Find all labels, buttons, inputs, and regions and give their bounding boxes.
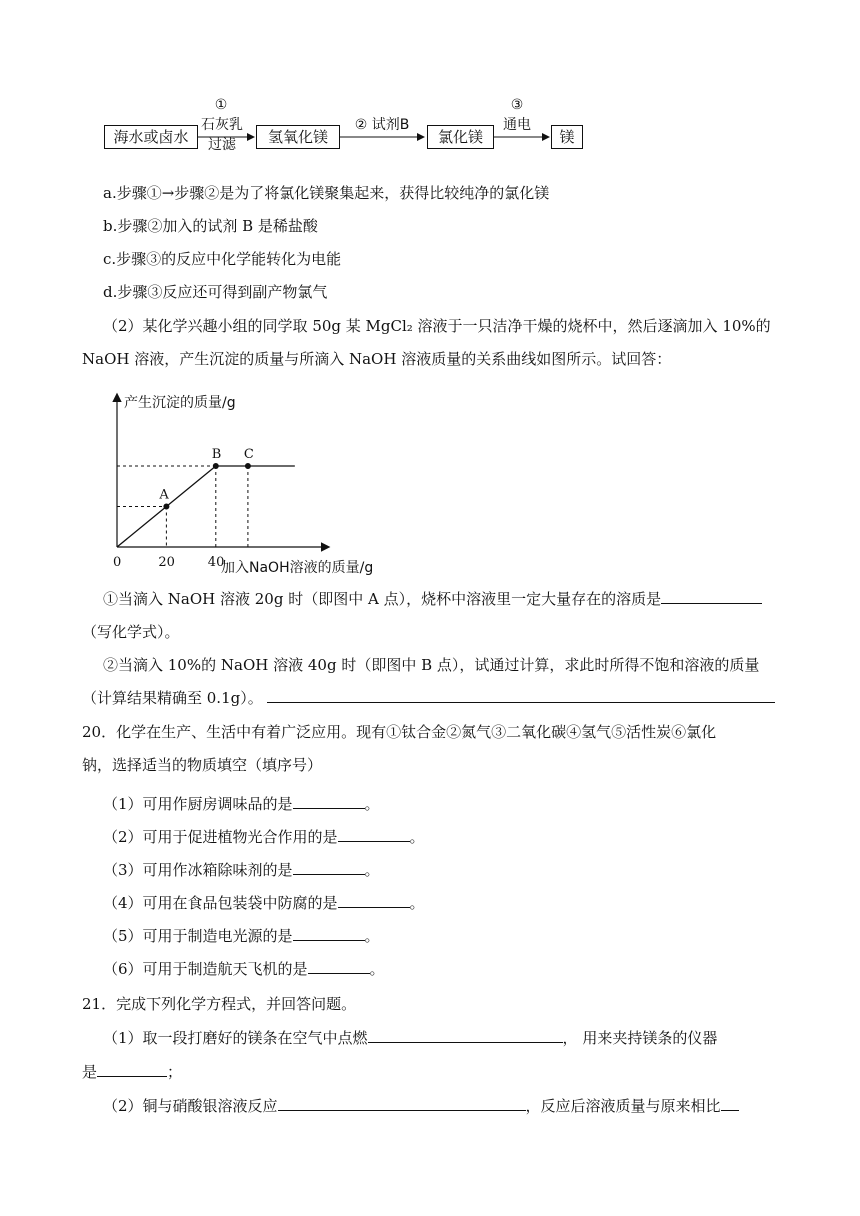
- answer-blank-q21-equation1[interactable]: [368, 1028, 563, 1043]
- q20-stem-line1: 20．化学在生产、生活中有着广泛应用。现有①钛合金②氮气③二氧化碳④氢气⑤活性炭⑥氯化: [82, 723, 717, 741]
- q21-part1-text: （1）取一段打磨好的镁条在空气中点燃: [103, 1029, 368, 1047]
- q20-item-4-end: 。: [409, 894, 425, 912]
- answer-blank-q20-3[interactable]: [293, 860, 365, 875]
- flow-box-magnesium: 镁: [551, 125, 583, 149]
- q20-item-2-end: 。: [409, 828, 425, 846]
- flow-step1-reagent: 石灰乳: [201, 117, 243, 133]
- option-b: b.步骤②加入的试剂 B 是稀盐酸: [103, 217, 318, 235]
- answer-blank-q20-1[interactable]: [293, 794, 365, 809]
- q20-item-1: [103, 794, 380, 814]
- q2-stem-line2: NaOH 溶液，产生沉淀的质量与所滴入 NaOH 溶液质量的关系曲线如图所示。试回答：: [82, 350, 672, 368]
- q2-sub2-text: （计算结果精确至 0.1g）。: [82, 689, 263, 707]
- q2-sub1-text: ①当滴入 NaOH 溶液 20g 时（即图中 A 点），烧杯中溶液里一定大量存在的溶质是: [103, 590, 662, 608]
- q20-item-6-end: 。: [369, 960, 385, 978]
- point-label-b: B: [211, 447, 222, 462]
- point-c: [245, 463, 251, 469]
- flow-box-mg-chloride: 氯化镁: [427, 125, 494, 149]
- q2-stem-line1: （2）某化学兴趣小组的同学取 50g 某 MgCl₂ 溶液于一只洁净干燥的烧杯中，然后逐滴加入 10%的: [103, 317, 771, 335]
- option-a: a.步骤①→步骤②是为了将氯化镁聚集起来，获得比较纯净的氯化镁: [103, 184, 550, 202]
- q20-item-4: [103, 893, 425, 913]
- q21-part1-line1: [103, 1028, 717, 1048]
- answer-blank-q21-equation2[interactable]: [278, 1096, 526, 1111]
- option-c: c.步骤③的反应中化学能转化为电能: [103, 250, 342, 268]
- x-axis-label: 加入NaOH溶液的质量/g: [221, 560, 374, 576]
- q2-sub2-line1: ②当滴入 10%的 NaOH 溶液 40g 时（即图中 B 点），试通过计算，求此时所得不饱和溶液的质量: [103, 656, 760, 674]
- point-label-a: A: [159, 487, 169, 503]
- q20-item-3-text: （3）可用作冰箱除味剂的是: [103, 861, 293, 879]
- precipitate-chart: [100, 385, 400, 580]
- flow-box-mg-hydroxide: 氢氧化镁: [256, 125, 340, 149]
- q20-item-5: [103, 926, 380, 946]
- answer-blank-q20-4[interactable]: [338, 893, 410, 908]
- q21-part2-text: （2）铜与硝酸银溶液反应: [103, 1097, 278, 1115]
- q21-part1-cont: 是: [82, 1063, 98, 1081]
- answer-blank-sub1[interactable]: [661, 589, 762, 604]
- q20-item-6: [103, 959, 385, 979]
- q20-item-5-end: 。: [364, 927, 380, 945]
- x-tick-label-20: 20: [158, 555, 175, 570]
- point-a: [163, 504, 169, 510]
- q20-item-5-text: （5）可用于制造电光源的是: [103, 927, 293, 945]
- y-axis-label: 产生沉淀的质量/g: [124, 395, 236, 411]
- flow-step1-number: ①: [214, 97, 228, 113]
- q2-sub1-line1: [103, 589, 762, 609]
- flow-step2-label: ② 试剂B: [354, 117, 410, 133]
- q2-sub2-line2: [82, 688, 775, 708]
- flow-box-seawater: 海水或卤水: [104, 125, 198, 149]
- q20-item-4-text: （4）可用在食品包装袋中防腐的是: [103, 894, 338, 912]
- q21-part2-line: [103, 1096, 739, 1116]
- q21-part1-tail: ， 用来夹持镁条的仪器: [562, 1029, 718, 1047]
- answer-blank-q20-6[interactable]: [308, 959, 370, 974]
- flow-step3-number: ③: [510, 97, 524, 113]
- option-d: d.步骤③反应还可得到副产物氯气: [103, 283, 328, 301]
- q20-stem-line2: 钠，选择适当的物质填空（填序号）: [82, 756, 323, 774]
- answer-blank-q20-2[interactable]: [338, 827, 410, 842]
- q20-item-3: [103, 860, 380, 880]
- answer-blank-q21-compare[interactable]: [721, 1096, 739, 1111]
- q20-item-3-end: 。: [364, 861, 380, 879]
- q20-item-1-text: （1）可用作厨房调味品的是: [103, 795, 293, 813]
- q20-item-1-end: 。: [364, 795, 380, 813]
- q21-part1-line2: [82, 1062, 182, 1082]
- q20-item-2-text: （2）可用于促进植物光合作用的是: [103, 828, 338, 846]
- flow-step3-label: 通电: [503, 117, 531, 133]
- point-label-c: C: [243, 447, 254, 462]
- origin-label: 0: [113, 555, 122, 570]
- q20-item-2: [103, 827, 425, 847]
- q21-stem: 21．完成下列化学方程式，并回答问题。: [82, 995, 357, 1013]
- q21-part1-end: ；: [167, 1063, 183, 1081]
- answer-blank-q21-instrument[interactable]: [97, 1062, 167, 1077]
- answer-blank-sub2[interactable]: [267, 688, 775, 703]
- q21-part2-tail: ，反应后溶液质量与原来相比: [525, 1097, 721, 1115]
- q20-item-6-text: （6）可用于制造航天飞机的是: [103, 960, 308, 978]
- flow-step1-operation: 过滤: [208, 137, 236, 153]
- x-tick-label-40: 40: [207, 555, 225, 570]
- point-b: [213, 463, 219, 469]
- answer-blank-q20-5[interactable]: [293, 926, 365, 941]
- q2-sub1-line2: （写化学式）。: [82, 623, 180, 641]
